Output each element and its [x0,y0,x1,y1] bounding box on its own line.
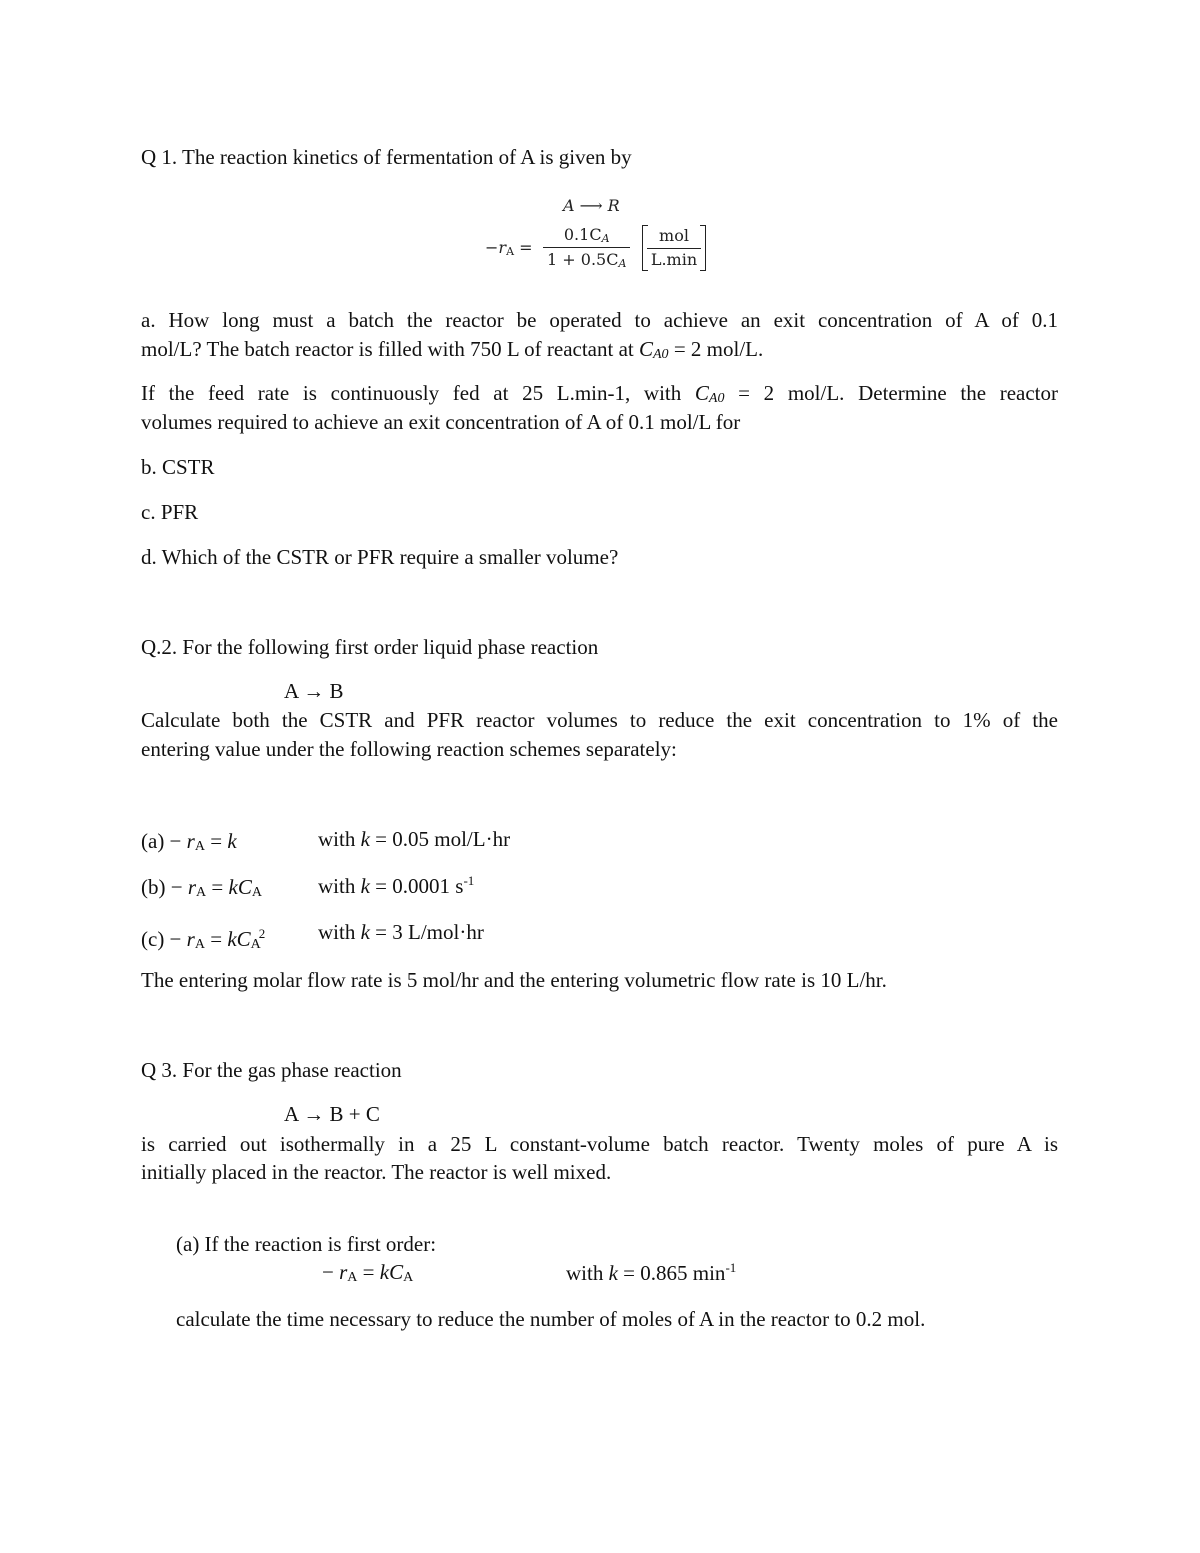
q2-scheme-c-label: (c) − [141,927,187,951]
q1-denominator-text: 1 + 0.5C [547,250,619,269]
q3-k-value [566,1260,736,1286]
q1-feed-line2: volumes required to achieve an exit concentration of A of 0.1 mol/L for [141,410,741,434]
q3-rate-rsub: A [347,1270,358,1285]
q2-scheme-a-r: r [186,829,195,853]
q1-feed-sub: A0 [708,391,725,406]
q1-units-bracket [642,225,706,271]
q1-feed-text: If the feed rate is continuously fed at 25 L.min-1, with [141,381,695,405]
q2-scheme-b-label: (b) − [141,875,188,899]
q2-scheme-a-rsub: A [194,839,205,854]
q2-scheme-b-val-sup: -1 [463,873,475,888]
q3-heading: Q 3. For the gas phase reaction [141,1058,402,1082]
q3-rate-r: r [339,1260,348,1284]
q2-scheme-a-rhs: k [227,829,237,853]
q2-scheme-c-rsub: A [194,937,205,952]
q2-scheme-c [141,920,265,959]
q2-scheme-c-rhs: kC [227,927,251,951]
q2-scheme-b [141,873,262,907]
q3-kval: = 0.865 min [617,1261,726,1285]
q1-denominator [543,248,630,270]
q3-rate-pre: − [322,1260,340,1284]
q3-line1: is carried out isothermally in a 25 L constant-volume batch reactor. Twenty moles of pure A is [141,1132,1058,1156]
q2-scheme-c-k [318,920,484,945]
q2-scheme-a-with: with [318,827,361,851]
q2-scheme-c-with: with [318,920,361,944]
q1-unit-line [647,248,701,249]
q1-numerator-text: 0.1C [563,225,602,244]
q3-rate-rhs: kC [379,1260,404,1284]
q3-rate-eq [322,1260,413,1286]
q2-scheme-c-r: r [186,927,195,951]
q3-final: calculate the time necessary to reduce the number of moles of A in the reactor to 0.2 mol. [176,1307,926,1331]
q1-rate-r-sub: A [506,245,515,258]
q1-denominator-sub: A [618,257,627,270]
q2-scheme-c-kvar: k [360,920,370,944]
q2-scheme-b-kvar: k [360,874,370,898]
q2-scheme-b-rsub: A [196,885,207,900]
q2-scheme-a-eq: = [204,829,228,853]
q2-scheme-c-rhs-sup: 2 [258,926,266,941]
q2-scheme-b-k [318,873,474,899]
q1-part-c: c. PFR [141,500,199,524]
q2-scheme-a-val: = 0.05 mol/L·hr [369,827,511,851]
q1-rate-fraction [543,225,630,270]
q2-heading: Q.2. For the following first order liquid phase reaction [141,635,599,659]
q1-part-a-var: C [638,337,653,361]
q1-part-a-sub: A0 [653,347,669,362]
q2-scheme-b-rhs-sub: A [251,885,262,900]
q1-unit-den: L.min [650,250,698,269]
q3-with: with [566,1261,609,1285]
q2-scheme-a-label: (a) − [141,829,187,853]
q3-line2: initially placed in the reactor. The reactor is well mixed. [141,1160,612,1184]
q2-flow-line: The entering molar flow rate is 5 mol/hr and the entering volumetric flow rate is 10 L/hr. [141,968,887,992]
q1-reaction [563,196,620,215]
q2-reaction: A → B [284,679,344,703]
q2-scheme-a [141,827,237,861]
q1-part-a-post: = 2 mol/L. [668,337,764,361]
q1-part-a-line1: a. How long must a batch the reactor be operated to achieve an exit concentration of A of 0.1 [141,308,1058,332]
q1-part-a-line2 [141,335,763,369]
q3-ksup: -1 [725,1260,737,1275]
q1-feed-post: = 2 mol/L. Determine the reactor [724,381,1058,405]
q2-scheme-b-val: = 0.0001 s [369,874,464,898]
q1-part-a-text: mol/L? The batch reactor is filled with 750 L of reactant at [141,337,639,361]
q2-scheme-c-rhs-sub: A [250,937,261,952]
q2-scheme-a-kvar: k [360,827,370,851]
q2-intro-line2: entering value under the following reaction schemes separately: [141,737,677,761]
q3-reaction: A → B + C [284,1102,380,1126]
q3-rate-rhs-sub: A [403,1270,414,1285]
q2-scheme-b-r: r [187,875,197,899]
q1-unit-num: mol [659,226,689,245]
q1-part-b: b. CSTR [141,455,215,479]
q3-kvar: k [608,1261,618,1285]
q1-heading: Q 1. The reaction kinetics of fermentation of A is given by [141,145,632,169]
q1-rate-eq: = [519,238,533,257]
q1-feed-var: C [694,381,709,405]
q2-scheme-b-eq: = [206,875,229,899]
q3-rate-equals: = [357,1260,380,1284]
q2-scheme-c-val: = 3 L/mol·hr [369,920,484,944]
q2-scheme-c-eq: = [204,927,228,951]
q2-scheme-b-with: with [318,874,361,898]
q2-intro-line1: Calculate both the CSTR and PFR reactor volumes to reduce the exit concentration to 1% of the [141,708,1058,732]
q3-part-a: (a) If the reaction is first order: [176,1232,437,1256]
q1-numerator-sub: A [601,232,610,245]
q1-numerator [543,225,630,248]
q1-reaction-text: A ⟶ R [563,196,620,215]
q2-scheme-b-rhs: kC [228,875,252,899]
q1-rate-lhs [485,238,533,258]
q2-scheme-a-k [318,827,510,852]
q1-part-d: d. Which of the CSTR or PFR require a smaller volume? [141,545,619,569]
q1-rate-r: −r [485,238,507,257]
